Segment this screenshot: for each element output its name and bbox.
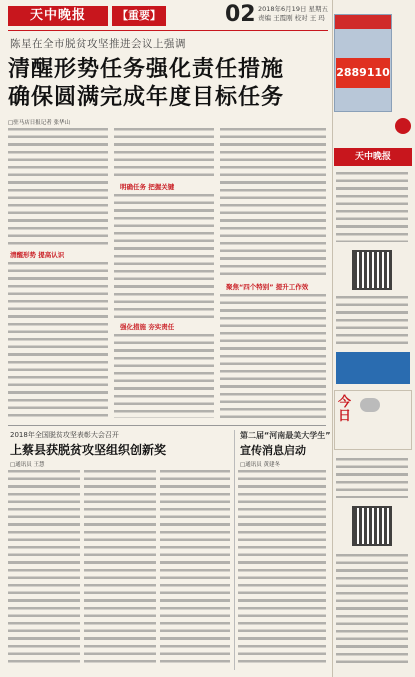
- bottom-right-kicker: 第二届“河南最美大学生”: [240, 431, 331, 440]
- ad-band: [335, 15, 391, 29]
- bottom-left-headline: 上蔡县获脱贫攻坚组织创新奖: [10, 443, 167, 457]
- masthead-rule: [8, 30, 328, 31]
- qr-code-icon: [352, 250, 392, 290]
- sidebar-blue-banner: [336, 352, 410, 384]
- lead-subhead-4: 聚焦“四个特别” 提升工作效: [226, 283, 309, 291]
- lead-column-2b: [114, 194, 214, 318]
- lead-subhead-3: 强化措施 夯实责任: [120, 323, 175, 331]
- lead-column-2a: [114, 128, 214, 178]
- page-number: 02: [225, 2, 256, 27]
- bottom-left-col-2: [84, 470, 156, 666]
- weather-today: 今日: [338, 395, 352, 424]
- newspaper-logo: 天中晚报: [8, 6, 108, 26]
- ad-phone: 2889110: [336, 58, 390, 88]
- lead-kicker: 陈星在全市脱贫攻坚推进会议上强调: [10, 38, 186, 50]
- lead-byline: □驻马店日报记者 张华山: [8, 120, 70, 126]
- lead-column-1b: [8, 262, 108, 418]
- lead-column-3b: [220, 294, 326, 418]
- bottom-left-col-3: [160, 470, 230, 666]
- sidebar-contacts: [336, 554, 408, 664]
- bottom-right-headline: 宣传消息启动: [240, 444, 306, 457]
- bottom-column-divider: [234, 430, 235, 670]
- qr-code-2-icon: [352, 506, 392, 546]
- bottom-left-kicker: 2018年全国脱贫攻坚表彰大会召开: [10, 431, 119, 439]
- section-label: 【重要】: [112, 6, 166, 26]
- cloud-icon: [360, 398, 380, 412]
- sidebar-info-2: [336, 296, 408, 346]
- bottom-right-col: [238, 470, 326, 666]
- sidebar-banner: 天中晚报: [334, 148, 412, 166]
- bottom-left-col-1: [8, 470, 80, 666]
- story-divider: [8, 425, 326, 426]
- date-line: 2018年6月19日 星期五 责编 王霞刚 校对 王 玛: [258, 5, 329, 22]
- lead-column-2c: [114, 334, 214, 418]
- lead-column-3a: [220, 128, 326, 278]
- sidebar-info-3: [336, 458, 408, 498]
- logo-badge-icon: [395, 118, 411, 134]
- lead-headline-1: 清醒形势任务强化责任措施: [8, 57, 285, 82]
- sidebar-info: [336, 172, 408, 242]
- lead-column-1a: [8, 128, 108, 248]
- lead-headline-2: 确保圆满完成年度目标任务: [8, 85, 285, 110]
- lead-subhead-2: 明确任务 把握关键: [120, 183, 175, 191]
- bottom-left-byline: □通讯员 王慧: [10, 462, 45, 468]
- bottom-right-byline: □通讯员 黄建冬: [240, 462, 280, 468]
- lead-subhead-1: 清醒形势 提高认识: [10, 251, 65, 259]
